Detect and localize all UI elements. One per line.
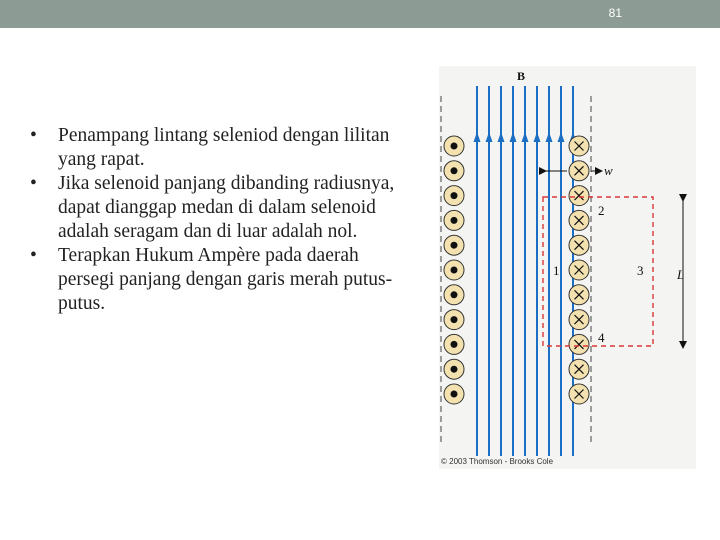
wire-into-page xyxy=(569,161,589,181)
loop-side-label-3: 3 xyxy=(637,263,644,278)
page-number: 81 xyxy=(608,6,622,20)
solenoid-figure xyxy=(439,66,696,469)
field-arrowhead xyxy=(522,132,529,142)
bullet-marker: • xyxy=(30,125,37,146)
bullet-marker: • xyxy=(30,173,37,194)
solenoid-diagram xyxy=(439,66,696,469)
loop-side-label-1: 1 xyxy=(553,263,560,278)
wire-into-page xyxy=(569,310,589,330)
wire-out-of-page xyxy=(444,186,464,206)
wire-into-page xyxy=(569,285,589,305)
bullet-text: Jika selenoid panjang dibanding radiusnya, dapat dianggap medan di dalam selenoid adalah seragam dan di luar adalah nol. xyxy=(58,173,395,242)
bullet-item xyxy=(28,172,408,244)
wire-into-page xyxy=(569,334,589,354)
length-label: L xyxy=(677,267,685,282)
field-arrowhead xyxy=(486,132,493,142)
wire-out-of-page xyxy=(444,210,464,230)
wire-out-of-page xyxy=(444,136,464,156)
field-label: B xyxy=(517,69,526,83)
wire-out-of-page xyxy=(444,359,464,379)
field-arrowhead xyxy=(474,132,481,142)
wire-out-of-page xyxy=(444,334,464,354)
wire-into-page xyxy=(569,186,589,206)
field-arrowhead xyxy=(546,132,553,142)
wire-into-page xyxy=(569,260,589,280)
field-arrowhead xyxy=(498,132,505,142)
bullet-marker: • xyxy=(30,245,37,266)
wire-out-of-page xyxy=(444,285,464,305)
bullet-text: Terapkan Hukum Ampère pada daerah persegi panjang dengan garis merah putus-putus. xyxy=(58,245,393,314)
figure-credit: © 2003 Thomson - Brooks Cole xyxy=(441,457,554,466)
loop-side-label-4: 4 xyxy=(598,330,605,345)
wire-out-of-page xyxy=(444,260,464,280)
title-bar xyxy=(0,0,720,28)
field-lines xyxy=(474,86,577,456)
wire-into-page xyxy=(569,210,589,230)
bullet-list xyxy=(28,124,408,316)
field-arrowhead xyxy=(534,132,541,142)
bullet-text: Penampang lintang seleniod dengan lilitan yang rapat. xyxy=(58,125,390,170)
wire-out-of-page xyxy=(444,161,464,181)
wire-into-page xyxy=(569,384,589,404)
wire-into-page xyxy=(569,136,589,156)
wire-into-page xyxy=(569,235,589,255)
field-arrowhead xyxy=(510,132,517,142)
loop-side-label-2: 2 xyxy=(598,203,605,218)
wire-out-of-page xyxy=(444,235,464,255)
wire-cross-sections xyxy=(444,136,589,404)
field-arrowhead xyxy=(558,132,565,142)
bullet-item xyxy=(28,124,408,172)
wire-into-page xyxy=(569,359,589,379)
bullet-item xyxy=(28,244,408,316)
width-label: w xyxy=(604,163,613,178)
wire-out-of-page xyxy=(444,384,464,404)
wire-out-of-page xyxy=(444,310,464,330)
